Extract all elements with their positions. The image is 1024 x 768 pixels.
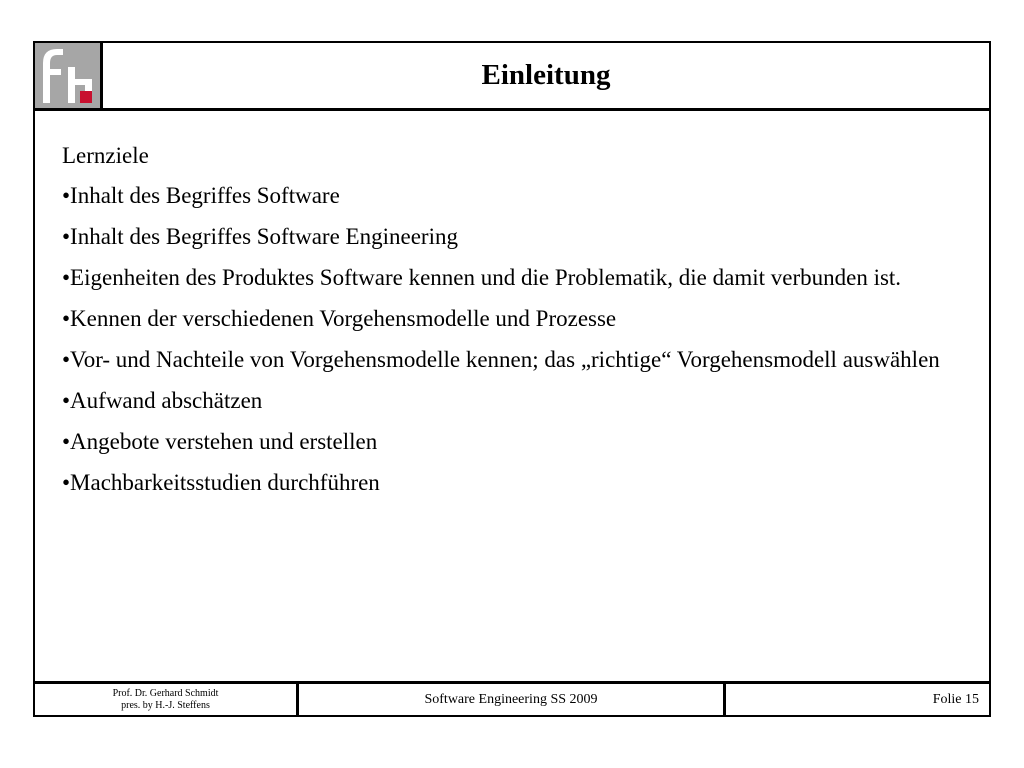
list-item: •Kennen der verschiedenen Vorgehensmodelle und Prozesse: [62, 306, 617, 331]
list-item: •Inhalt des Begriffes Software Engineering: [62, 224, 458, 249]
footer-slide-number: Folie 15: [932, 691, 979, 707]
fh-logo-icon: [35, 43, 100, 108]
list-item: •Angebote verstehen und erstellen: [62, 429, 378, 454]
footer-author: [35, 684, 299, 715]
content-heading: Lernziele: [62, 143, 149, 168]
slide-footer: [35, 681, 989, 715]
slide-content: [62, 139, 952, 507]
list-item: •Machbarkeitsstudien durchführen: [62, 470, 380, 495]
list-item: •Aufwand abschätzen: [62, 388, 263, 413]
slide-title: Einleitung: [481, 59, 611, 91]
footer-course: Software Engineering SS 2009: [299, 684, 726, 715]
slide-frame: [33, 41, 991, 717]
slide-header: [35, 43, 989, 111]
fh-logo: [35, 43, 103, 108]
list-item: •Inhalt des Begriffes Software: [62, 183, 340, 208]
footer-author-name: Prof. Dr. Gerhard Schmidt: [112, 687, 219, 699]
list-item: •Eigenheiten des Produktes Software kennen und die Problematik, die damit verbunden ist.: [62, 265, 902, 290]
list-item: •Vor- und Nachteile von Vorgehensmodelle kennen; das „richtige“ Vorgehensmodell auswählen: [62, 347, 940, 372]
footer-presenter: pres. by H.-J. Steffens: [121, 699, 210, 711]
